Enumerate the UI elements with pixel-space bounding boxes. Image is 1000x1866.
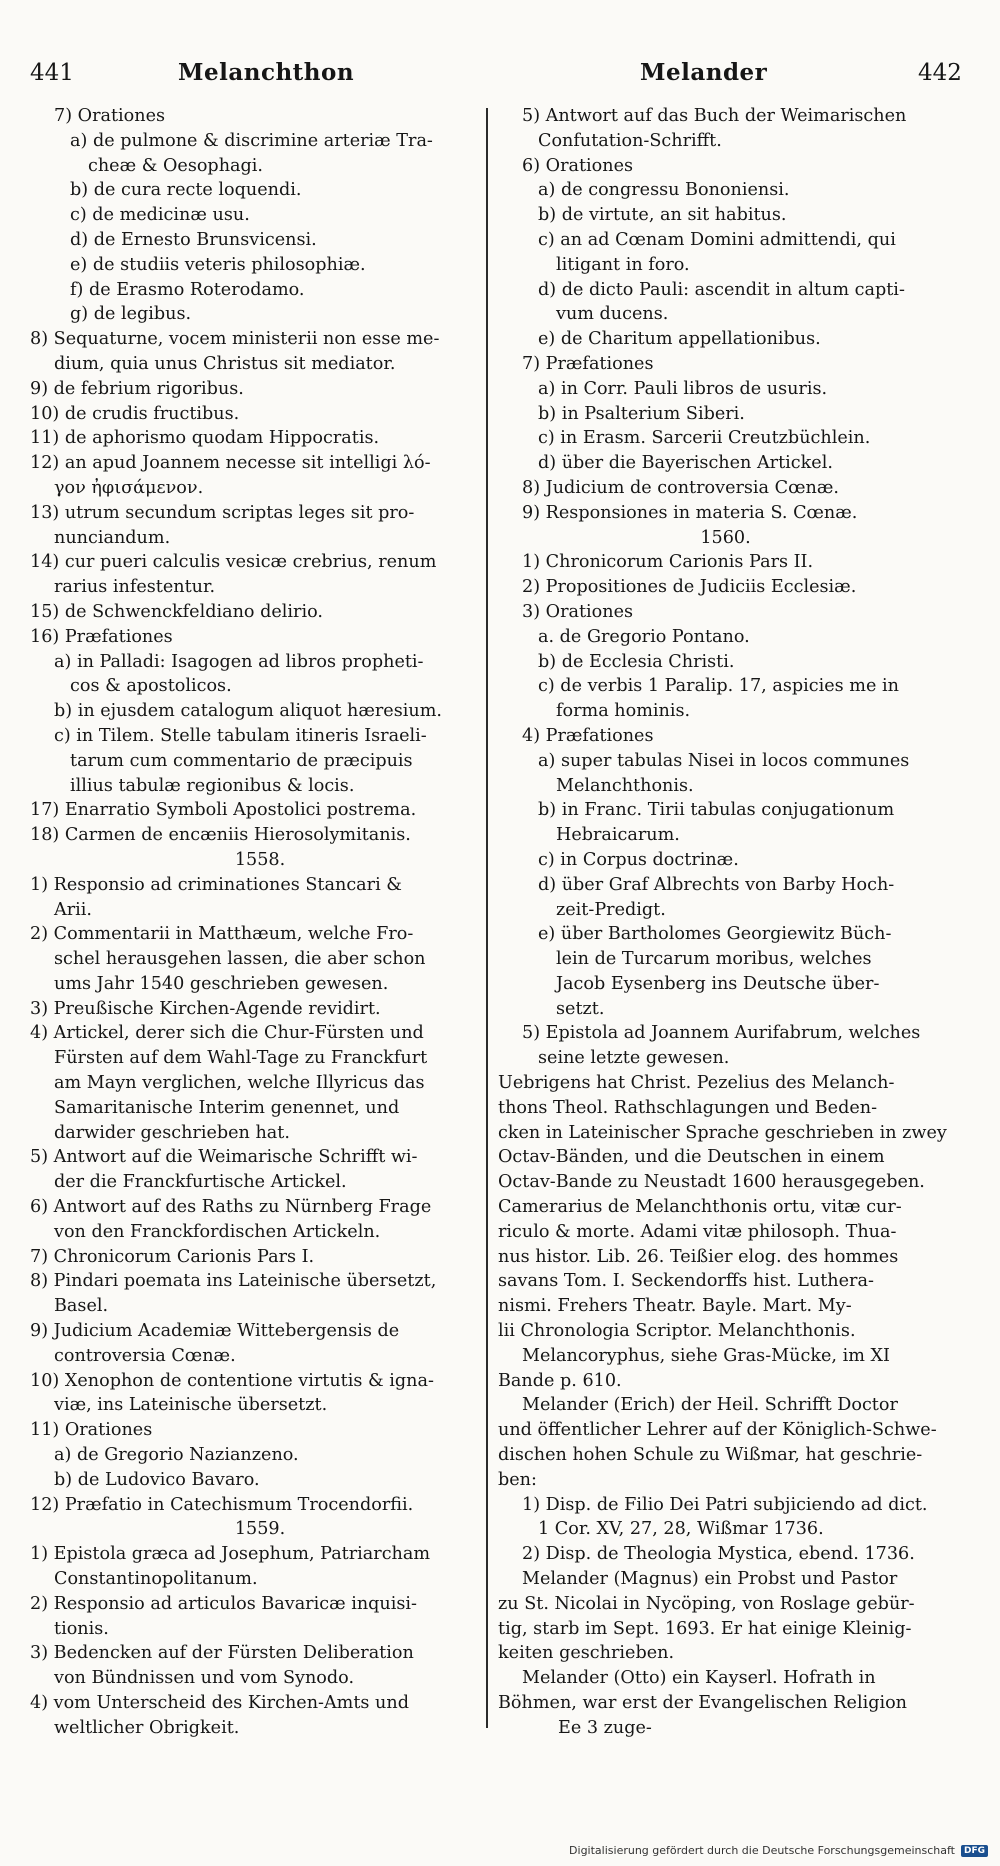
right-column-line: lein de Turcarum moribus, welches (556, 949, 872, 970)
right-column-line: 2) Propositiones de Judiciis Ecclesiæ. (522, 577, 857, 598)
right-column-line: b) de Ecclesia Christi. (538, 651, 735, 672)
right-column-line: Böhmen, war erst der Evangelischen Religion (498, 1693, 908, 1713)
left-column-line: 15) de Schwenckfeldiano delirio. (30, 601, 323, 622)
left-column-line: 11) de aphorismo quodam Hippocratis. (30, 428, 380, 449)
left-column-line: der die Franckfurtische Artickel. (54, 1172, 347, 1193)
left-running-title: Melanchthon (178, 59, 355, 86)
left-column-line: Constantinopolitanum. (54, 1569, 258, 1590)
right-column-line: 1) Disp. de Filio Dei Patri subjiciendo ad dict. (522, 1494, 928, 1515)
right-column-line: Octav-Bande zu Neustadt 1600 herausgegeben. (498, 1172, 925, 1193)
right-column-line: nus histor. Lib. 26. Teißier elog. des hommes (498, 1246, 899, 1267)
right-column-line: riculo & morte. Adami vitæ philosoph. Thua- (498, 1221, 897, 1242)
right-column-line: Jacob Eysenberg ins Deutsche über- (556, 973, 880, 994)
right-column-line: Camerarius de Melanchthonis ortu, vitæ cur- (498, 1197, 902, 1218)
left-column-line: b) de cura recte loquendi. (70, 180, 302, 201)
right-column-line: a) de congressu Bononiensi. (538, 180, 790, 201)
right-column-line: Melander (Erich) der Heil. Schrifft Doctor (522, 1395, 898, 1416)
left-column-line: von Bündnissen und vom Synodo. (54, 1668, 355, 1689)
right-column-line: und öffentlicher Lehrer auf der Königlich-Schwe- (498, 1420, 937, 1441)
right-column-line: dischen hohen Schule zu Wißmar, hat geschrie- (498, 1445, 923, 1466)
right-column-line: 4) Præfationes (522, 725, 654, 746)
left-column-line: 14) cur pueri calculis vesicæ crebrius, renum (30, 552, 437, 573)
right-column-line: tig, starb im Sept. 1693. Er hat einige Kleinig- (498, 1618, 912, 1639)
left-column-line: 13) utrum secundum scriptas leges sit pro- (30, 502, 415, 523)
right-column-line: cken in Lateinischer Sprache geschrieben in zwey (498, 1122, 947, 1143)
right-column-line: ben: (498, 1469, 537, 1490)
left-column-line: nunciandum. (54, 527, 171, 548)
left-column-line: dium, quia unus Christus sit mediator. (54, 353, 396, 374)
footer (569, 1844, 988, 1857)
left-column-line: illius tabulæ regionibus & locis. (70, 775, 355, 796)
left-column-line: 10) Xenophon de contentione virtutis & igna- (30, 1370, 434, 1391)
left-column-line: 4) Artickel, derer sich die Chur-Fürsten und (30, 1023, 424, 1044)
left-column-line: a) de pulmone & discrimine arteriæ Tra- (70, 130, 433, 151)
left-column-line: 12) Præfatio in Catechismum Trocendorfii. (30, 1494, 414, 1515)
right-column-line: thons Theol. Rathschlagungen und Beden- (498, 1097, 878, 1118)
left-column-line: tionis. (54, 1618, 109, 1639)
left-column-line: Arii. (54, 899, 92, 920)
left-column-line: a) in Palladi: Isagogen ad libros propheti- (54, 651, 424, 672)
right-column-line: 3) Orationes (522, 601, 634, 622)
right-column-line: Octav-Bänden, und die Deutschen in einem (498, 1147, 885, 1168)
right-column-line: vum ducens. (556, 304, 669, 325)
right-running-title: Melander (640, 59, 768, 86)
right-column-line: e) de Charitum appellationibus. (538, 329, 821, 350)
right-column-line: b) in Psalterium Siberi. (538, 403, 745, 424)
left-column-line: 2) Responsio ad articulos Bavaricæ inquisi- (30, 1593, 417, 1614)
right-column-line: b) in Franc. Tirii tabulas conjugationum (538, 800, 895, 821)
left-column-line: 18) Carmen de encæniis Hierosolymitanis. (30, 825, 411, 846)
left-column-line: cheæ & Oesophagi. (88, 155, 264, 176)
right-column-line: 1 Cor. XV, 27, 28, Wißmar 1736. (538, 1519, 824, 1540)
left-column-line: 10) de crudis fructibus. (30, 403, 240, 424)
right-column-line: Melanchthonis. (556, 775, 694, 796)
left-column-line: f) de Erasmo Roterodamo. (70, 279, 305, 300)
left-column (30, 104, 490, 1741)
left-column-line: am Mayn verglichen, welche Illyricus das (54, 1073, 425, 1094)
right-page-number: 442 (918, 60, 962, 86)
right-column-line: Ee 3 zuge- (558, 1717, 652, 1738)
right-column-line: 5) Epistola ad Joannem Aurifabrum, welches (522, 1023, 921, 1044)
left-column-line: rarius infestentur. (54, 577, 216, 598)
left-column-line: c) in Tilem. Stelle tabulam itineris Israeli- (54, 725, 427, 746)
right-column-line: litigant in foro. (556, 254, 690, 275)
left-column-line: 4) vom Unterscheid des Kirchen-Amts und (30, 1693, 409, 1713)
right-column-line: 9) Responsiones in materia S. Cœnæ. (522, 502, 858, 523)
left-column-line: darwider geschrieben hat. (54, 1122, 290, 1143)
right-column-line: Hebraicarum. (556, 825, 680, 846)
right-column-line: d) de dicto Pauli: ascendit in altum capti- (538, 279, 905, 300)
right-column-line: 6) Orationes (522, 155, 634, 176)
left-column-line: 8) Sequaturne, vocem ministerii non esse me- (30, 329, 440, 350)
left-column-line: 9) Judicium Academiæ Wittebergensis de (30, 1321, 400, 1342)
right-column-line: c) in Corpus doctrinæ. (538, 849, 739, 870)
right-column-line: d) über die Bayerischen Artickel. (538, 453, 833, 474)
right-column-line: c) an ad Cœnam Domini admittendi, qui (538, 229, 896, 250)
left-column-line: tarum cum commentario de præcipuis (70, 750, 413, 771)
right-column-line: a) super tabulas Nisei in locos communes (538, 750, 910, 771)
left-column-line: 7) Chronicorum Carionis Pars I. (30, 1246, 315, 1267)
left-column-line: c) de medicinæ usu. (70, 205, 250, 226)
right-column-line: Melander (Magnus) ein Probst und Pastor (522, 1569, 898, 1590)
left-column-line: Basel. (54, 1296, 109, 1317)
right-column-line: lii Chronologia Scriptor. Melanchthonis. (498, 1321, 856, 1342)
footer-credit: Digitalisierung gefördert durch die Deutsche Forschungsgemeinschaft (569, 1844, 955, 1857)
right-column-line: b) de virtute, an sit habitus. (538, 205, 787, 226)
right-column-line: a) in Corr. Pauli libros de usuris. (538, 378, 828, 399)
left-column-line: 16) Præfationes (30, 626, 173, 647)
left-column-line: 2) Commentarii in Matthæum, welche Fro- (30, 924, 414, 945)
left-column-line: 3) Bedencken auf der Fürsten Deliberation (30, 1643, 414, 1664)
right-column-line: zu St. Nicolai in Nycöping, von Roslage gebür- (498, 1593, 915, 1614)
right-column-line: seine letzte gewesen. (538, 1048, 730, 1069)
right-column-line: keiten geschrieben. (498, 1643, 675, 1664)
left-column-line: 7) Orationes (54, 106, 166, 126)
left-column-line: 8) Pindari poemata ins Lateinische übersetzt, (30, 1271, 437, 1292)
left-column-line: 1559. (234, 1519, 286, 1540)
left-column-line: 12) an apud Joannem necesse sit intelligi λό- (30, 453, 431, 474)
left-column-line: d) de Ernesto Brunsvicensi. (70, 229, 317, 250)
right-column-line: forma hominis. (556, 701, 691, 722)
right-column-line: 7) Præfationes (522, 353, 654, 374)
right-column-line: 5) Antwort auf das Buch der Weimarischen (522, 106, 907, 126)
left-page-number: 441 (30, 60, 74, 86)
right-column-line: 1560. (700, 527, 751, 548)
right-column-line: Uebrigens hat Christ. Pezelius des Melanch- (498, 1073, 895, 1094)
right-column-line: e) über Bartholomes Georgiewitz Büch- (538, 924, 892, 945)
right-column-line: zeit-Predigt. (556, 899, 666, 920)
left-column-line: ums Jahr 1540 geschrieben gewesen. (54, 973, 389, 994)
right-column-line: Melancoryphus, siehe Gras-Mücke, im XI (522, 1345, 890, 1366)
left-column-line: e) de studiis veteris philosophiæ. (70, 254, 366, 275)
right-column-line: a. de Gregorio Pontano. (538, 626, 750, 647)
left-column-line: cos & apostolicos. (70, 676, 232, 697)
left-column-line: 5) Antwort auf die Weimarische Schrifft wi- (30, 1147, 418, 1168)
left-column-line: 1) Responsio ad criminationes Stancari & (30, 874, 402, 895)
left-column-line: Fürsten auf dem Wahl-Tage zu Franckfurt (54, 1048, 428, 1069)
left-column-line: von den Franckfordischen Artickeln. (54, 1221, 381, 1242)
right-column-line: Bande p. 610. (498, 1370, 622, 1391)
right-column-line: nismi. Frehers Theatr. Bayle. Mart. My- (498, 1296, 852, 1317)
right-column-line: 2) Disp. de Theologia Mystica, ebend. 1736. (522, 1544, 915, 1565)
left-column-line: controversia Cœnæ. (54, 1345, 236, 1366)
left-column-line: 11) Orationes (30, 1420, 153, 1441)
left-column-line: weltlicher Obrigkeit. (54, 1717, 240, 1738)
left-column-line: 17) Enarratio Symboli Apostolici postrema. (30, 800, 417, 821)
left-column-line: 6) Antwort auf des Raths zu Nürnberg Frage (30, 1197, 432, 1218)
right-column-line: c) de verbis 1 Paralip. 17, aspicies me in (538, 676, 899, 697)
left-column-line: 3) Preußische Kirchen-Agende revidirt. (30, 998, 381, 1019)
right-column-line: Confutation-Schrifft. (538, 130, 722, 151)
dfg-logo-icon: DFG (961, 1845, 988, 1857)
left-column-line: b) de Ludovico Bavaro. (54, 1469, 260, 1490)
left-column-line: γον ἠφισάμενον. (54, 477, 204, 498)
left-column-line: 1) Epistola græca ad Josephum, Patriarcham (30, 1544, 431, 1565)
left-column-line: g) de legibus. (70, 304, 192, 325)
left-column-line: 9) de febrium rigoribus. (30, 378, 244, 399)
right-column (498, 104, 953, 1741)
left-column-line: schel herausgehen lassen, die aber schon (54, 949, 426, 970)
right-column-line: d) über Graf Albrechts von Barby Hoch- (538, 874, 895, 895)
right-column-line: Melander (Otto) ein Kayserl. Hofrath in (522, 1668, 876, 1689)
left-column-line: a) de Gregorio Nazianzeno. (54, 1445, 299, 1466)
right-column-line: 1) Chronicorum Carionis Pars II. (522, 552, 814, 573)
right-column-line: 8) Judicium de controversia Cœnæ. (522, 477, 839, 498)
left-column-line: 1558. (234, 849, 286, 870)
right-column-line: savans Tom. I. Seckendorffs hist. Luthera- (498, 1271, 874, 1292)
right-column-line: c) in Erasm. Sarcerii Creutzbüchlein. (538, 428, 871, 449)
right-column-line: setzt. (556, 998, 605, 1019)
left-column-line: viæ, ins Lateinische übersetzt. (54, 1395, 328, 1416)
left-column-line: b) in ejusdem catalogum aliquot hæresium. (54, 701, 442, 722)
left-column-line: Samaritanische Interim genennet, und (54, 1097, 400, 1118)
